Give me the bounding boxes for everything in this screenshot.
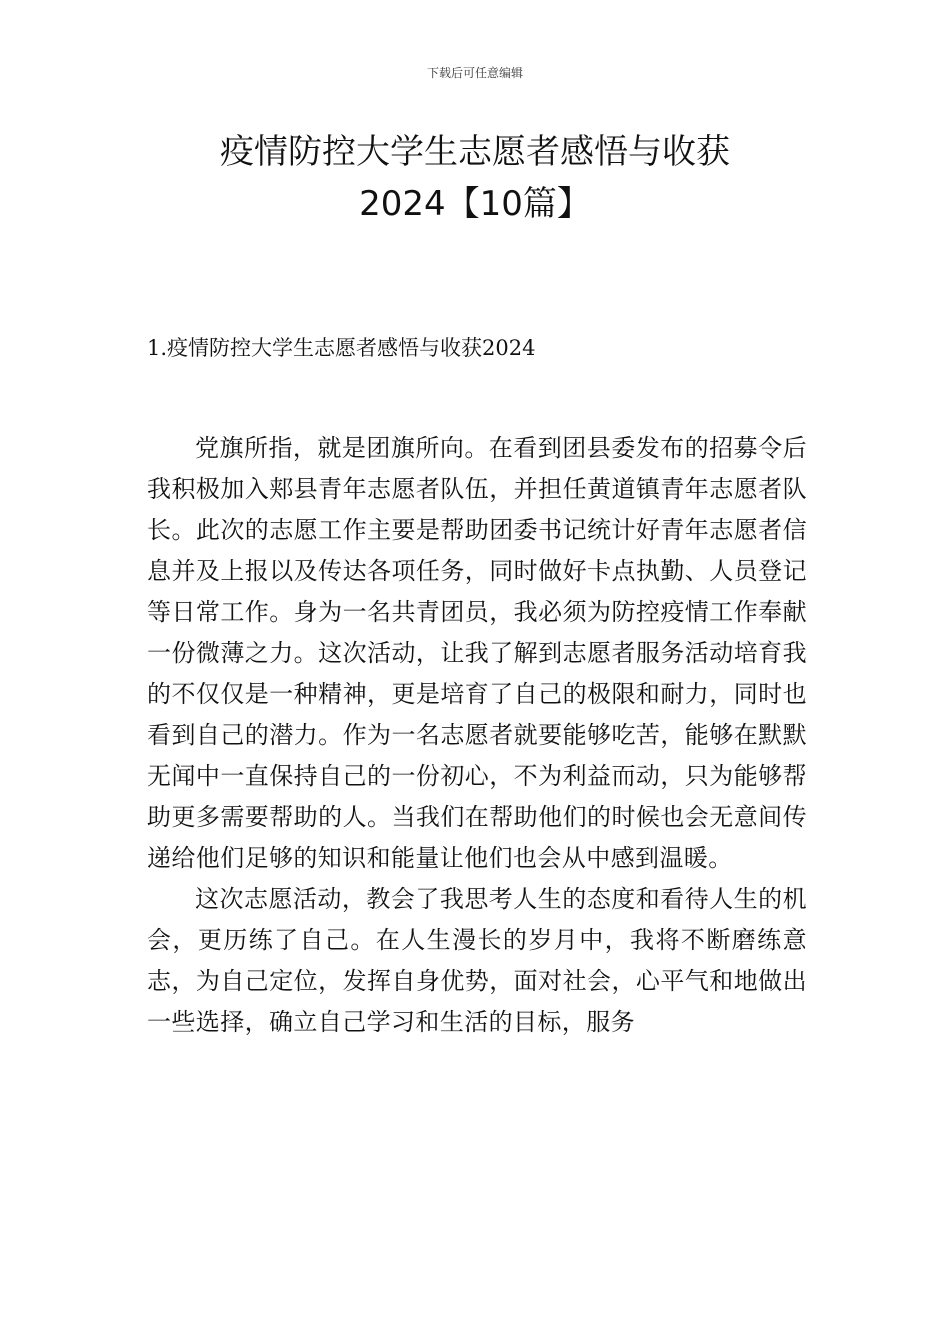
section-heading: 1.疫情防控大学生志愿者感悟与收获2024 xyxy=(147,336,536,360)
page-header-note: 下载后可任意编辑 xyxy=(426,66,523,80)
body-text xyxy=(147,428,807,1043)
document-title-line-2: 2024【10篇】 xyxy=(359,184,591,224)
paragraph: 这次志愿活动，教会了我思考人生的态度和看待人生的机会，更历练了自己。在人生漫长的岁月中，我将不断磨练意志，为自己定位，发挥自身优势，面对社会，心平气和地做出一些选择，确立自己学习和生活的目标，服务 xyxy=(147,885,807,1036)
document-title xyxy=(0,126,950,230)
paragraph: 党旗所指，就是团旗所向。在看到团县委发布的招募令后我积极加入郏县青年志愿者队伍，并担任黄道镇青年志愿者队长。此次的志愿工作主要是帮助团委书记统计好青年志愿者信息并及上报以及传达各项任务，同时做好卡点执勤、人员登记等日常工作。身为一名共青团员，我必须为防控疫情工作奉献一份微薄之力。这次活动，让我了解到志愿者服务活动培育我的不仅仅是一种精神，更是培育了自己的极限和耐力，同时也看到自己的潜力。作为一名志愿者就要能够吃苦，能够在默默无闻中一直保持自己的一份初心，不为利益而动，只为能够帮助更多需要帮助的人。当我们在帮助他们的时候也会无意间传递给他们足够的知识和能量让他们也会从中感到温暖。 xyxy=(147,434,807,872)
document-title-line-1: 疫情防控大学生志愿者感悟与收获 xyxy=(220,132,730,172)
